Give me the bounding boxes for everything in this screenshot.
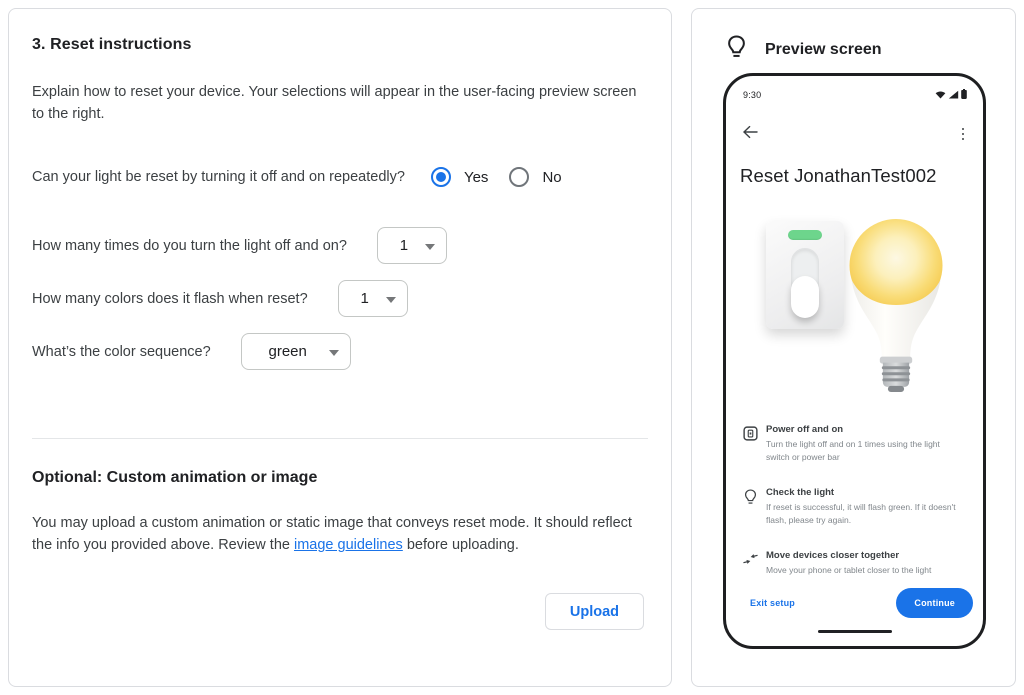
colors-dropdown[interactable]: [338, 280, 408, 317]
section-title: 3. Reset instructions: [32, 36, 192, 53]
question-reset-label: Can your light be reset by turning it off and on repeatedly?: [32, 169, 405, 185]
question-row-times: [32, 227, 648, 264]
question-times-label: How many times do you turn the light off and on?: [32, 237, 347, 254]
switch-rocker-track: [791, 248, 819, 316]
phone-preview-frame: [723, 73, 986, 649]
step-title: Check the light: [766, 487, 835, 498]
sequence-dropdown-value: green: [268, 343, 307, 360]
switch-rocker-knob: [791, 276, 819, 318]
status-icons: [935, 86, 967, 104]
glowing-bulb-illustration: [847, 217, 945, 398]
optional-section-title: Optional: Custom animation or image: [32, 469, 318, 486]
battery-icon: [961, 86, 967, 104]
preview-header: [727, 35, 1015, 65]
times-dropdown[interactable]: [377, 227, 447, 264]
switch-green-indicator: [788, 230, 822, 240]
sequence-dropdown[interactable]: [241, 333, 351, 370]
phone-screen-title: Reset JonathanTest002: [740, 165, 937, 186]
home-indicator-bar: [818, 630, 892, 633]
step-move-devices-closer: [739, 550, 970, 577]
chevron-down-icon: [329, 350, 339, 356]
reset-instructions-panel: [8, 8, 672, 687]
optional-text-after-link: before uploading.: [402, 537, 519, 553]
step-title: Move devices closer together: [766, 550, 900, 561]
lightbulb-icon: [727, 35, 746, 65]
radio-option-yes[interactable]: [431, 167, 488, 187]
question-row-reset: [32, 167, 648, 187]
question-row-sequence: [32, 333, 648, 370]
optional-section-description: [32, 512, 654, 556]
section-description: Explain how to reset your device. Your selections will appear in the user-facing preview screen to the right.: [32, 84, 637, 122]
reset-steps-list: [726, 424, 983, 577]
continue-button: Continue: [896, 588, 973, 618]
question-row-colors: [32, 280, 648, 317]
step-description: If reset is successful, it will flash green. If it doesn't flash, please try again.: [766, 502, 956, 525]
times-dropdown-value: 1: [399, 237, 409, 254]
radio-option-no[interactable]: [509, 167, 561, 187]
optional-text-before-link: You may upload a custom animation or static image that conveys reset mode. It should reflect the info you provided above. Review the: [32, 515, 632, 553]
step-description: Turn the light off and on 1 times using the light switch or power bar: [766, 439, 940, 462]
step-title: Power off and on: [766, 424, 844, 435]
colors-dropdown-value: 1: [360, 290, 369, 307]
light-switch-icon: [739, 424, 761, 464]
phone-app-bar: [726, 125, 983, 143]
radio-no-label: No: [542, 168, 562, 186]
reset-illustration: [726, 203, 983, 383]
reset-radio-group: [431, 167, 583, 187]
kebab-menu-icon: [958, 126, 969, 143]
light-switch-illustration: [766, 221, 844, 329]
back-arrow-icon: [742, 125, 758, 144]
preview-panel: [691, 8, 1016, 687]
radio-selected-icon[interactable]: [431, 167, 451, 187]
cellular-signal-icon: [948, 86, 959, 104]
move-closer-icon: [739, 550, 761, 577]
wifi-icon: [935, 86, 946, 104]
phone-status-bar: [726, 76, 983, 101]
exit-setup-link: Exit setup: [750, 598, 796, 608]
image-guidelines-link[interactable]: image guidelines: [293, 537, 403, 553]
chevron-down-icon: [386, 297, 396, 303]
status-time: 9:30: [743, 90, 762, 100]
question-colors-label: How many colors does it flash when reset?: [32, 290, 308, 307]
upload-row: [32, 593, 648, 630]
step-check-the-light: [739, 487, 970, 527]
radio-unselected-icon[interactable]: [509, 167, 529, 187]
radio-yes-label: Yes: [463, 168, 489, 186]
question-sequence-label: What’s the color sequence?: [32, 343, 211, 360]
step-description: Move your phone or tablet closer to the light: [766, 565, 932, 575]
chevron-down-icon: [425, 244, 435, 250]
preview-header-title: Preview screen: [765, 41, 882, 58]
phone-footer: [750, 588, 973, 618]
step-power-off-and-on: [739, 424, 970, 464]
lightbulb-icon: [739, 487, 761, 527]
upload-button[interactable]: Upload: [545, 593, 644, 630]
section-divider: [32, 438, 648, 439]
